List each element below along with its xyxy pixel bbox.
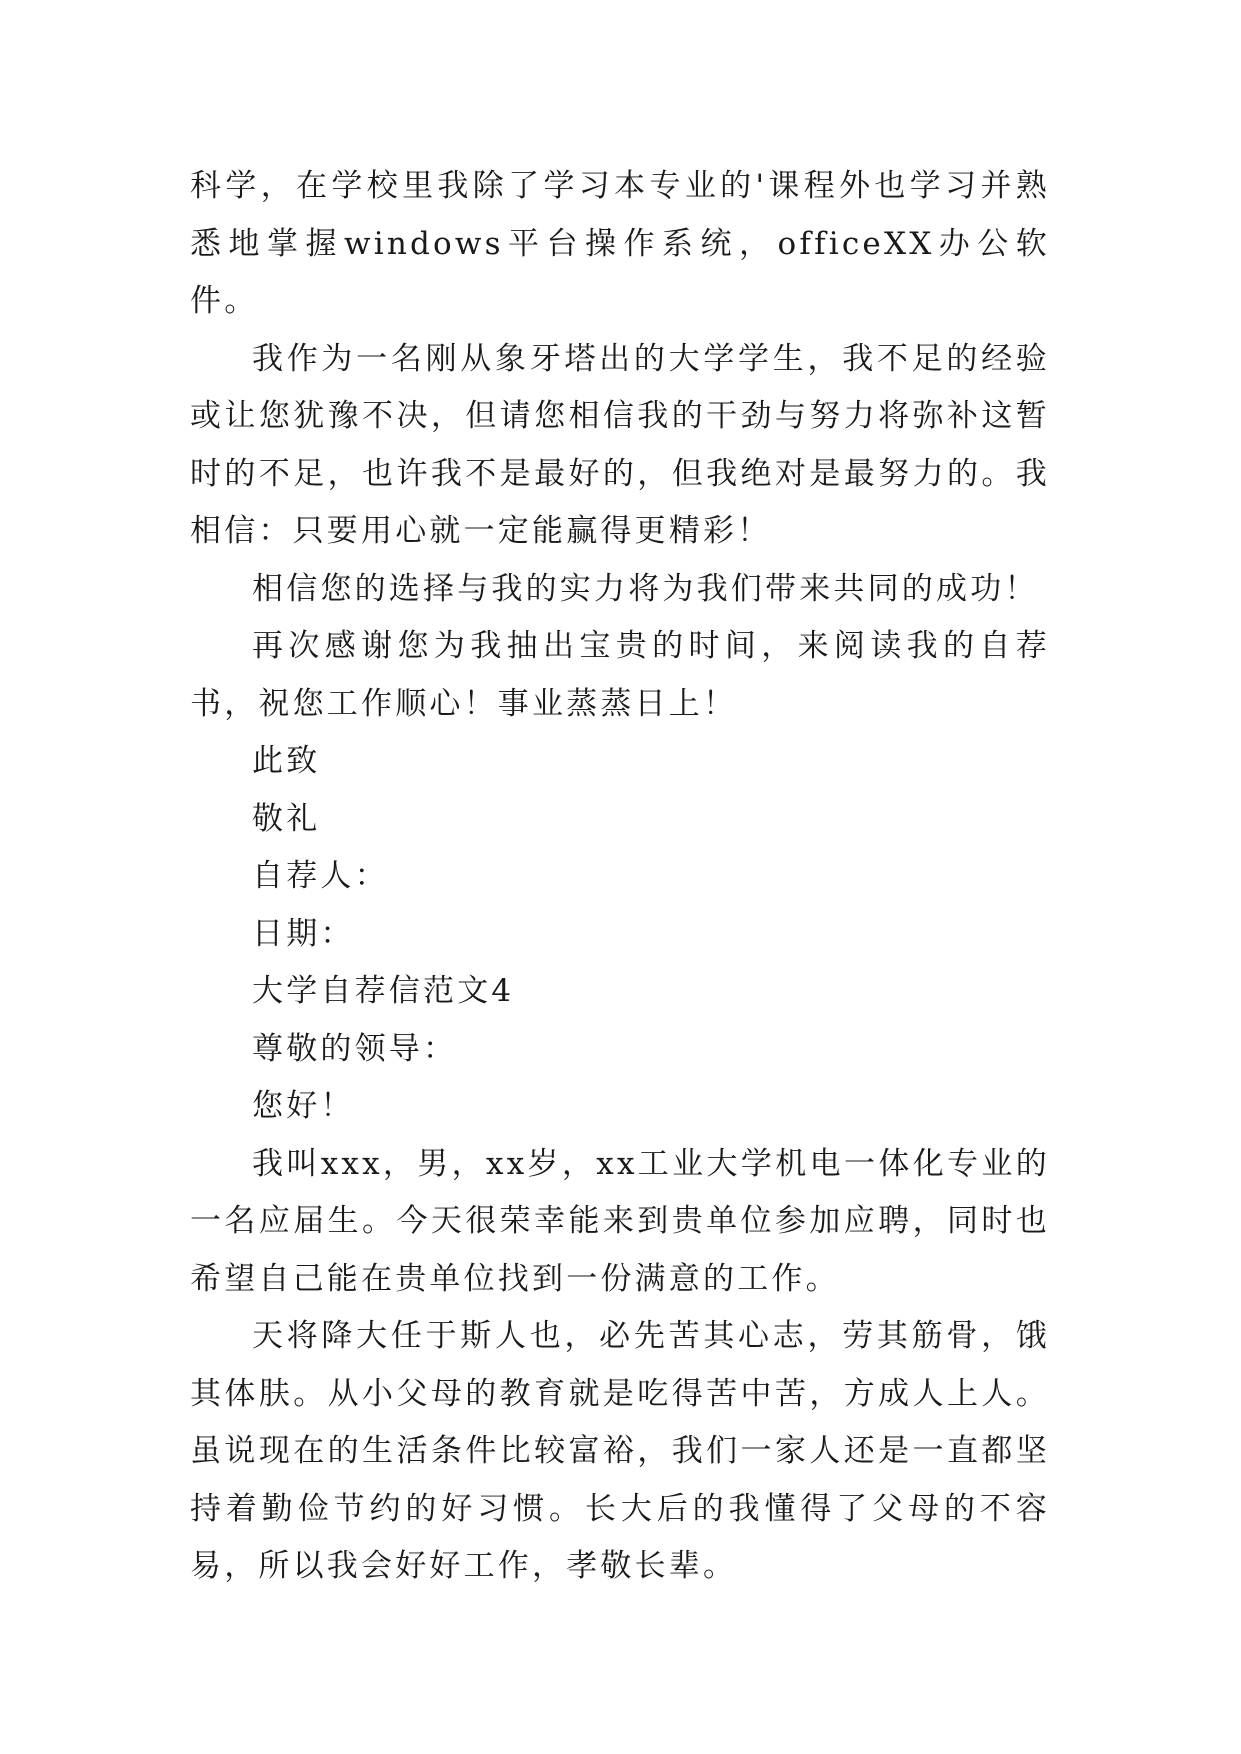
greeting-hello: 您好！	[252, 1088, 355, 1124]
paragraph-effort: 我作为一名刚从象牙塔出的大学学生，我不足的经验或让您犹豫不决，但请您相信我的干劲与努力将弥补这暂时的不足，也许我不是最好的，但我绝对是最努力的。我相信：只要用心就一定能赢得更精彩！	[190, 340, 1050, 549]
closing-salutation: 此致	[252, 743, 321, 779]
signature-label: 自荐人：	[252, 858, 389, 894]
date-label: 日期：	[252, 915, 355, 952]
paragraph-trust: 相信您的选择与我的实力将为我们带来共同的成功！	[252, 570, 1039, 607]
paragraph-upbringing: 天将降大任于斯人也，必先苦其心志，劳其筋骨，饿其体肤。从小父母的教育就是吃得苦中苦，方成人上人。虽说现在的生活条件比较富裕，我们一家人还是一直都坚持着勤俭节约的好习惯。长大后的我懂得了父母的不容易，所以我会好好工作，孝敬长辈。	[190, 1318, 1050, 1584]
document-body	[190, 158, 1050, 1596]
greeting-recipient: 尊敬的领导：	[252, 1030, 458, 1067]
paragraph-intro: 我叫xxx，男，xx岁，xx工业大学机电一体化专业的一名应届生。今天很荣幸能来到贵单位参加应聘，同时也希望自己能在贵单位找到一份满意的工作。	[190, 1145, 1050, 1297]
closing-regards: 敬礼	[252, 800, 321, 837]
section-title: 大学自荐信范文4	[252, 973, 515, 1009]
paragraph-thanks: 再次感谢您为我抽出宝贵的时间，来阅读我的自荐书，祝您工作顺心！事业蒸蒸日上！	[190, 628, 1050, 722]
paragraph-skills: 科学，在学校里我除了学习本专业的'课程外也学习并熟悉地掌握windows平台操作系统，officeXX办公软件。	[190, 168, 1050, 319]
